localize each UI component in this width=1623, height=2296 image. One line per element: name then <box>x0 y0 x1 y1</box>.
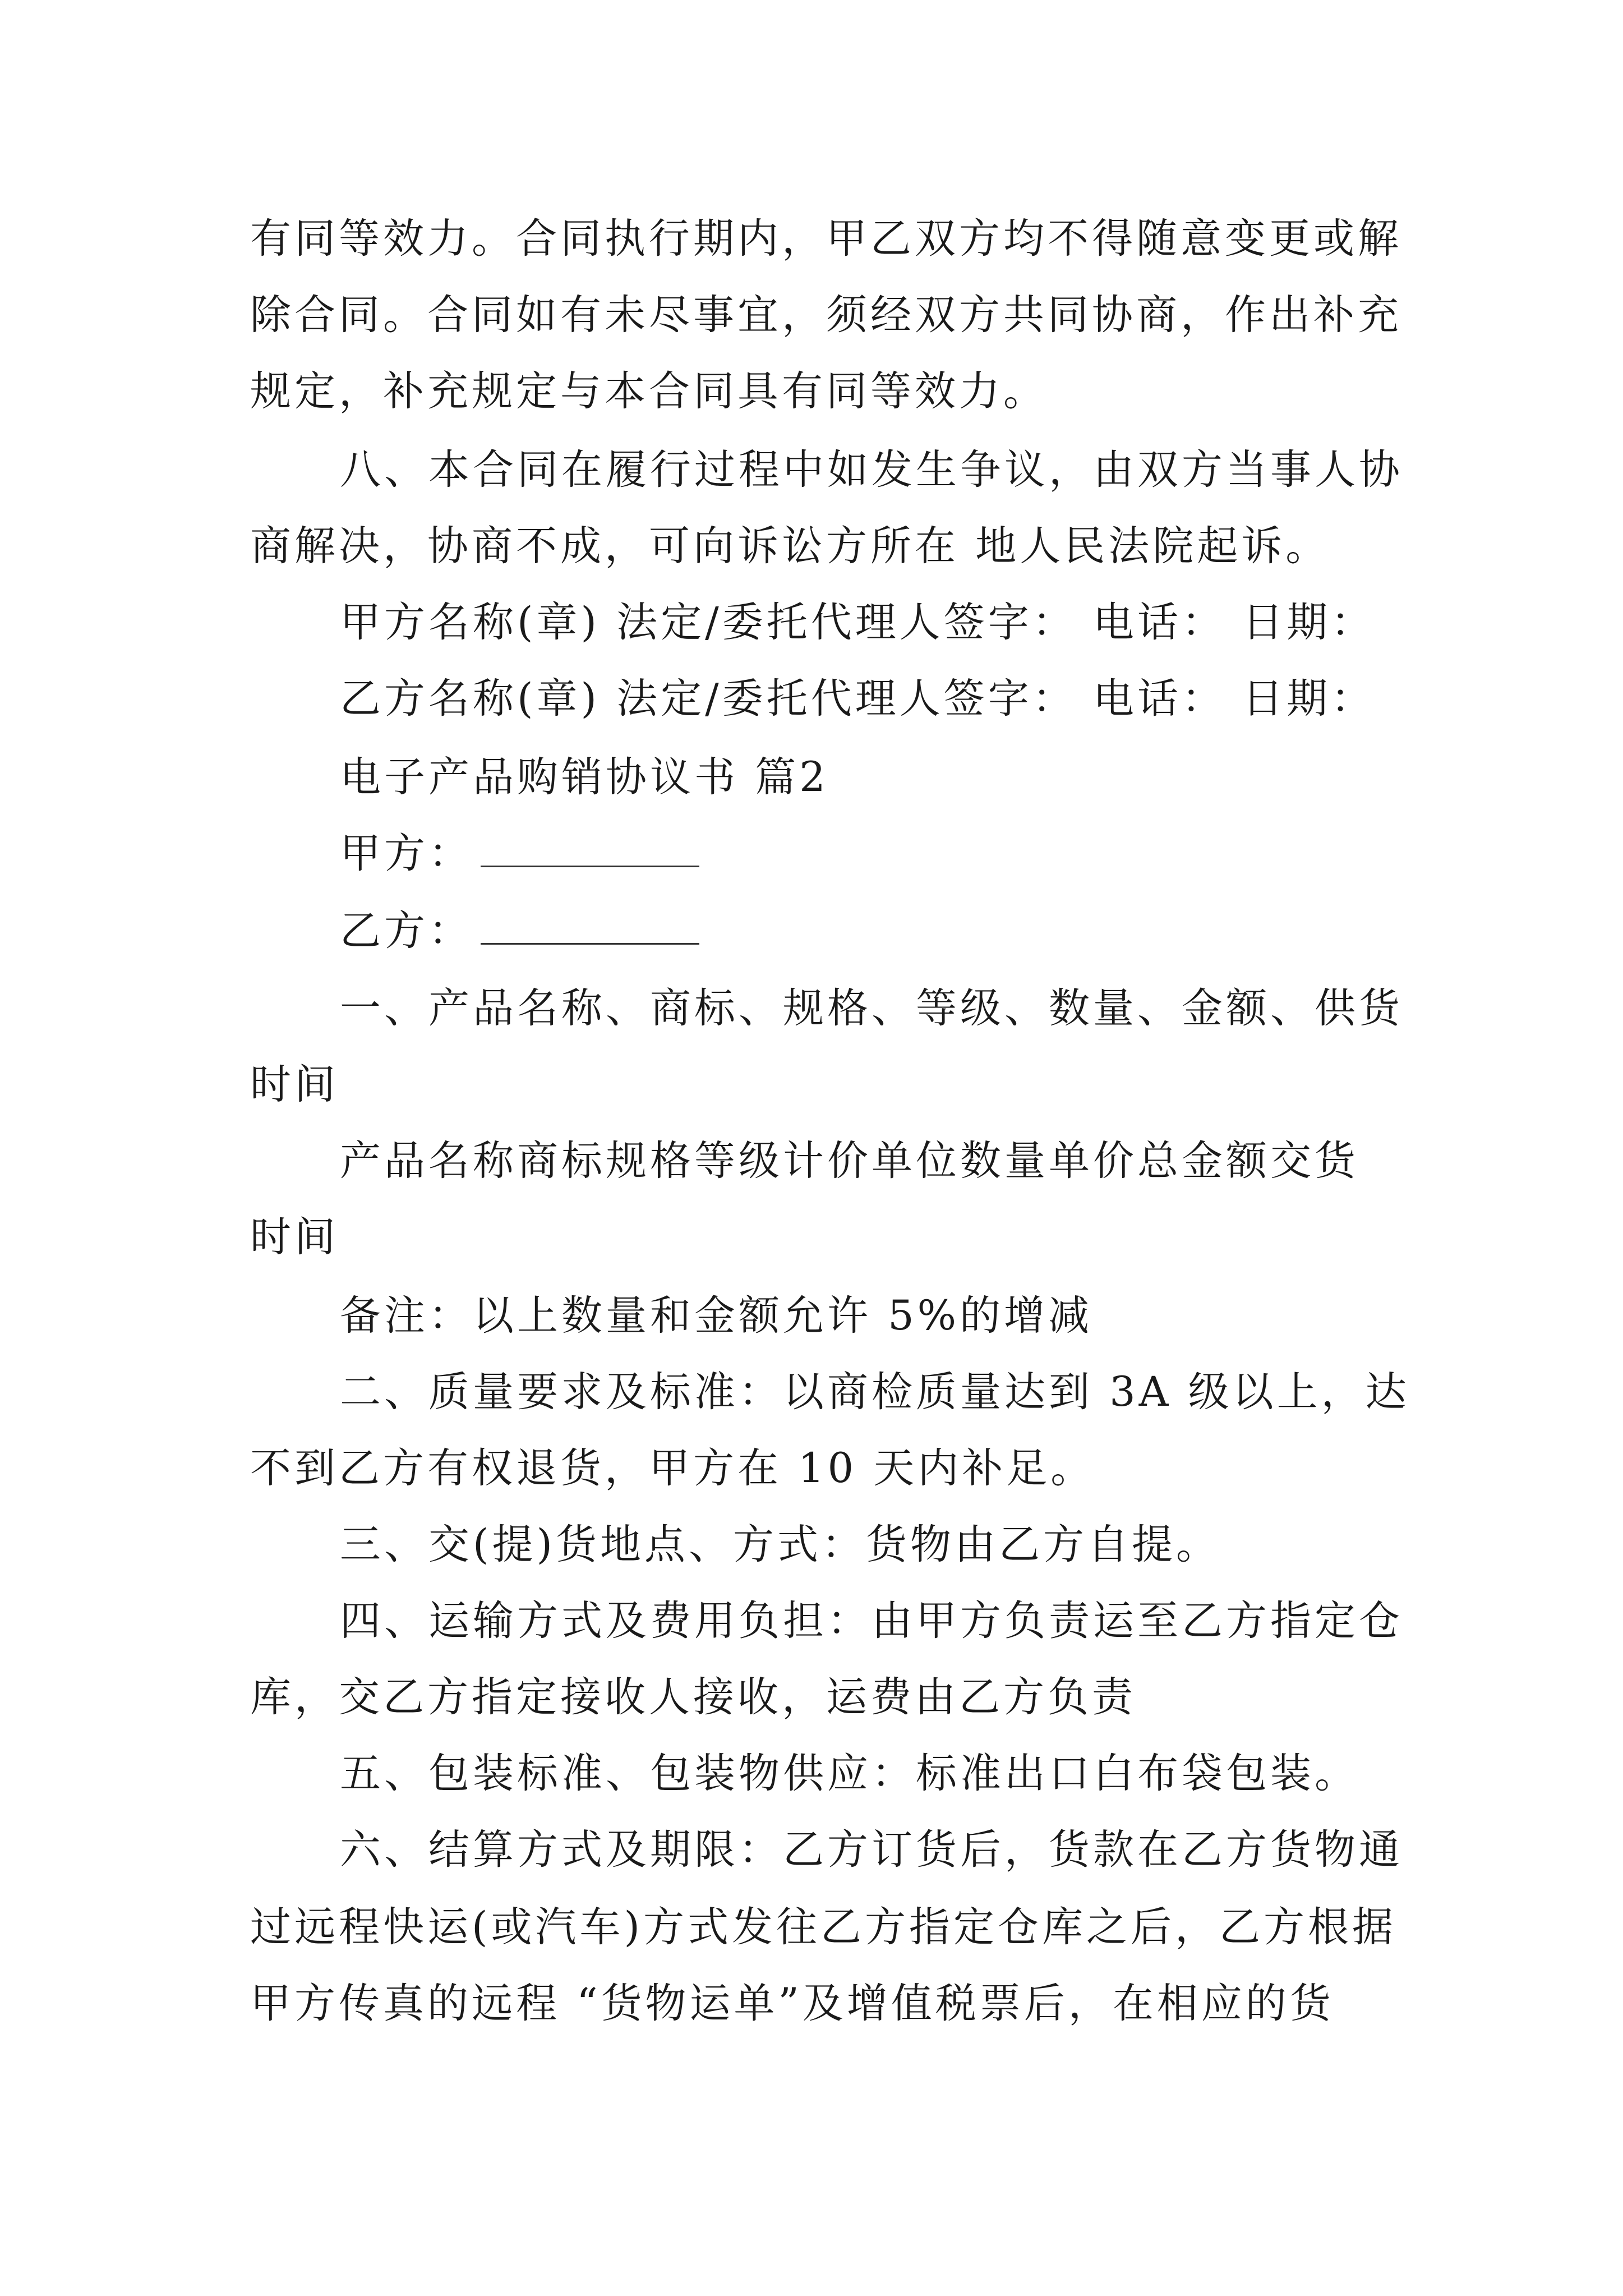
section-title: 电子产品购销协议书 篇2 <box>340 753 829 801</box>
clause-2-line: 二、质量要求及标准：以商检质量达到 3A 级以上，达 <box>340 1368 1410 1416</box>
clause-8-line: 八、本合同在履行过程中如发生争议，由双方当事人协 <box>340 446 1403 494</box>
party-a-blank <box>481 826 699 867</box>
table-header-line: 产品名称商标规格等级计价单位数量单价总金额交货 <box>340 1137 1359 1185</box>
paragraph-line: 有同等效力。合同执行期内，甲乙双方均不得随意变更或解 <box>250 215 1402 263</box>
party-a-row <box>340 826 699 882</box>
party-b-signature-line: 乙方名称(章) 法定/委托代理人签字： 电话： 日期： <box>340 675 1376 723</box>
clause-1-line: 一、产品名称、商标、规格、等级、数量、金额、供货 <box>340 984 1403 1032</box>
party-a-signature-line: 甲方名称(章) 法定/委托代理人签字： 电话： 日期： <box>340 599 1376 646</box>
paragraph-line: 库，交乙方指定接收人接收，运费由乙方负责 <box>250 1673 1136 1721</box>
paragraph-line: 时间 <box>250 1213 339 1261</box>
paragraph-line: 规定，补充规定与本合同具有同等效力。 <box>250 367 1048 415</box>
note-line: 备注：以上数量和金额允许 5%的增减 <box>340 1292 1093 1340</box>
party-b-label: 乙方： <box>340 907 473 955</box>
paragraph-line: 时间 <box>250 1061 339 1108</box>
clause-5-line: 五、包装标准、包装物供应：标准出口白布袋包装。 <box>340 1750 1359 1797</box>
party-b-row <box>340 903 699 959</box>
clause-6-line: 六、结算方式及期限：乙方订货后，货款在乙方货物通 <box>340 1826 1403 1874</box>
paragraph-line: 商解决，协商不成，可向诉讼方所在 地人民法院起诉。 <box>250 522 1330 570</box>
clause-4-line: 四、运输方式及费用负担：由甲方负责运至乙方指定仓 <box>340 1597 1403 1645</box>
paragraph-line: 不到乙方有权退货，甲方在 10 天内补足。 <box>250 1444 1095 1492</box>
paragraph-line: 除合同。合同如有未尽事宜，须经双方共同协商，作出补充 <box>250 291 1402 339</box>
party-a-label: 甲方： <box>340 830 473 877</box>
party-b-blank <box>481 904 699 945</box>
paragraph-line: 甲方传真的远程 “货物运单”及增值税票后，在相应的货 <box>250 1980 1334 2027</box>
clause-3-line: 三、交(提)货地点、方式：货物由乙方自提。 <box>340 1521 1220 1568</box>
paragraph-line: 过远程快运(或汽车)方式发往乙方指定仓库之后，乙方根据 <box>250 1903 1396 1951</box>
